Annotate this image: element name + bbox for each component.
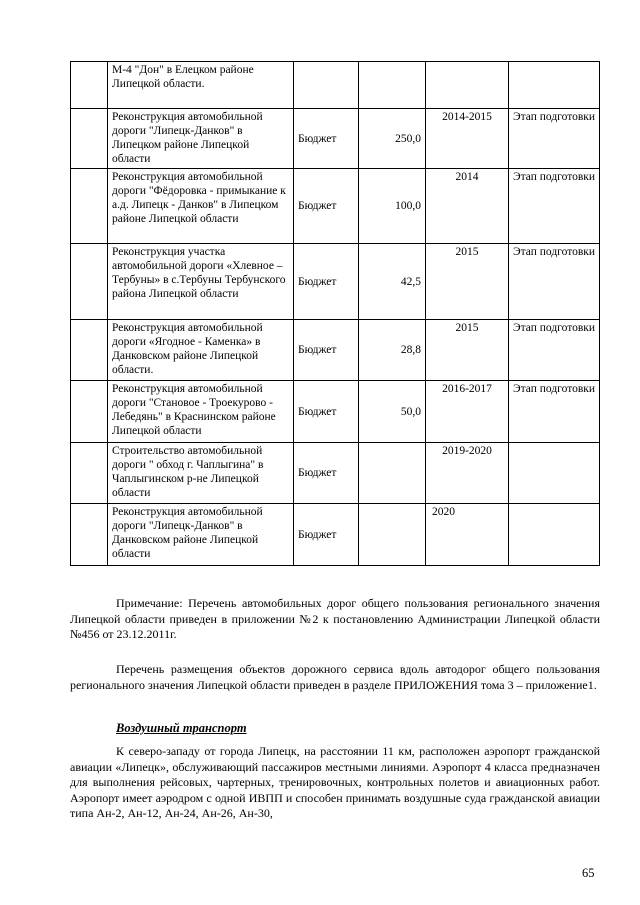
years-cell: 2015 <box>426 244 509 320</box>
status-cell: Этап подготовки <box>509 169 600 244</box>
amount-cell <box>359 504 426 566</box>
amount-cell: 28,8 <box>359 320 426 381</box>
table-row <box>71 169 600 244</box>
road-name-cell: М-4 "Дон" в Елецком районе Липецкой области. <box>108 62 294 109</box>
section-heading: Воздушный транспорт <box>116 721 247 735</box>
note-paragraph: Примечание: Перечень автомобильных дорог общего пользования регионального значения Липецкой области приведен в приложении №2 к постановлению Администрации Липецкой области №456 от 23.12.2011г. <box>70 596 600 641</box>
amount-cell <box>359 62 426 109</box>
funding-source-cell: Бюджет <box>294 320 359 381</box>
road-name-cell: Реконструкция автомобильной дороги "Липецк-Данков" в Липецком районе Липецкой области <box>108 109 294 169</box>
table-row <box>71 320 600 381</box>
table-row <box>71 381 600 443</box>
funding-source-cell: Бюджет <box>294 109 359 169</box>
table-row <box>71 244 600 320</box>
amount-cell: 100,0 <box>359 169 426 244</box>
status-cell: Этап подготовки <box>509 381 600 443</box>
table-cell <box>71 109 108 169</box>
road-name-cell: Реконструкция участка автомобильной дороги «Хлевное – Тербуны» в с.Тербуны Тербунского района Липецкой области <box>108 244 294 320</box>
table-cell <box>71 504 108 566</box>
funding-source-cell: Бюджет <box>294 381 359 443</box>
air-transport-paragraph: К северо-западу от города Липецк, на расстоянии 11 км, расположен аэропорт гражданской авиации «Липецк», обслуживающий пассажиров местными линиями. Аэропорт 4 класса предназначен для выполнения рейсовых, чартерных, тренировочных, контрольных полетов и авиационных работ. Аэропорт имеет аэродром с одной ИВПП и способен принимать воздушные суда гражданской авиации типа Ан-2, Ан-12, Ан-24, Ан-26, Ан-30, <box>70 744 600 820</box>
road-name-cell: Строительство автомобильной дороги " обход г. Чаплыгина" в Чаплыгинском р-не Липецкой области <box>108 443 294 504</box>
years-cell: 2020 <box>426 504 509 566</box>
amount-cell: 42,5 <box>359 244 426 320</box>
funding-source-cell: Бюджет <box>294 244 359 320</box>
status-cell: Этап подготовки <box>509 244 600 320</box>
funding-source-cell: Бюджет <box>294 504 359 566</box>
table-row <box>71 109 600 169</box>
amount-cell: 250,0 <box>359 109 426 169</box>
table-row <box>71 62 600 109</box>
funding-source-cell: Бюджет <box>294 169 359 244</box>
table-row <box>71 443 600 504</box>
status-cell <box>509 62 600 109</box>
status-cell: Этап подготовки <box>509 320 600 381</box>
years-cell: 2014-2015 <box>426 109 509 169</box>
status-cell <box>509 504 600 566</box>
years-cell: 2014 <box>426 169 509 244</box>
table-cell <box>71 244 108 320</box>
table-cell <box>71 443 108 504</box>
years-cell <box>426 62 509 109</box>
funding-source-cell: Бюджет <box>294 443 359 504</box>
road-name-cell: Реконструкция автомобильной дороги "Становое - Троекурово - Лебедянь" в Краснинском районе Липецкой области <box>108 381 294 443</box>
road-name-cell: Реконструкция автомобильной дороги «Ягодное - Каменка» в Данковском районе Липецкой области. <box>108 320 294 381</box>
table-cell <box>71 320 108 381</box>
amount-cell <box>359 443 426 504</box>
amount-cell: 50,0 <box>359 381 426 443</box>
table-cell <box>71 62 108 109</box>
years-cell: 2019-2020 <box>426 443 509 504</box>
page-number: 65 <box>582 866 595 880</box>
table-cell <box>71 381 108 443</box>
years-cell: 2015 <box>426 320 509 381</box>
road-name-cell: Реконструкция автомобильной дороги "Фёдоровка - примыкание к а.д. Липецк - Данков" в Липецком районе Липецкой области <box>108 169 294 244</box>
years-cell: 2016-2017 <box>426 381 509 443</box>
table-row <box>71 504 600 566</box>
status-cell <box>509 443 600 504</box>
table-cell <box>71 169 108 244</box>
roadside-service-paragraph: Перечень размещения объектов дорожного сервиса вдоль автодорог общего пользования регионального значения Липецкой области приведен в разделе ПРИЛОЖЕНИЯ тома 3 – приложение1. <box>70 662 600 692</box>
status-cell: Этап подготовки <box>509 109 600 169</box>
road-name-cell: Реконструкция автомобильной дороги "Липецк-Данков" в Данковском районе Липецкой области <box>108 504 294 566</box>
funding-source-cell <box>294 62 359 109</box>
roads-table <box>70 61 600 566</box>
